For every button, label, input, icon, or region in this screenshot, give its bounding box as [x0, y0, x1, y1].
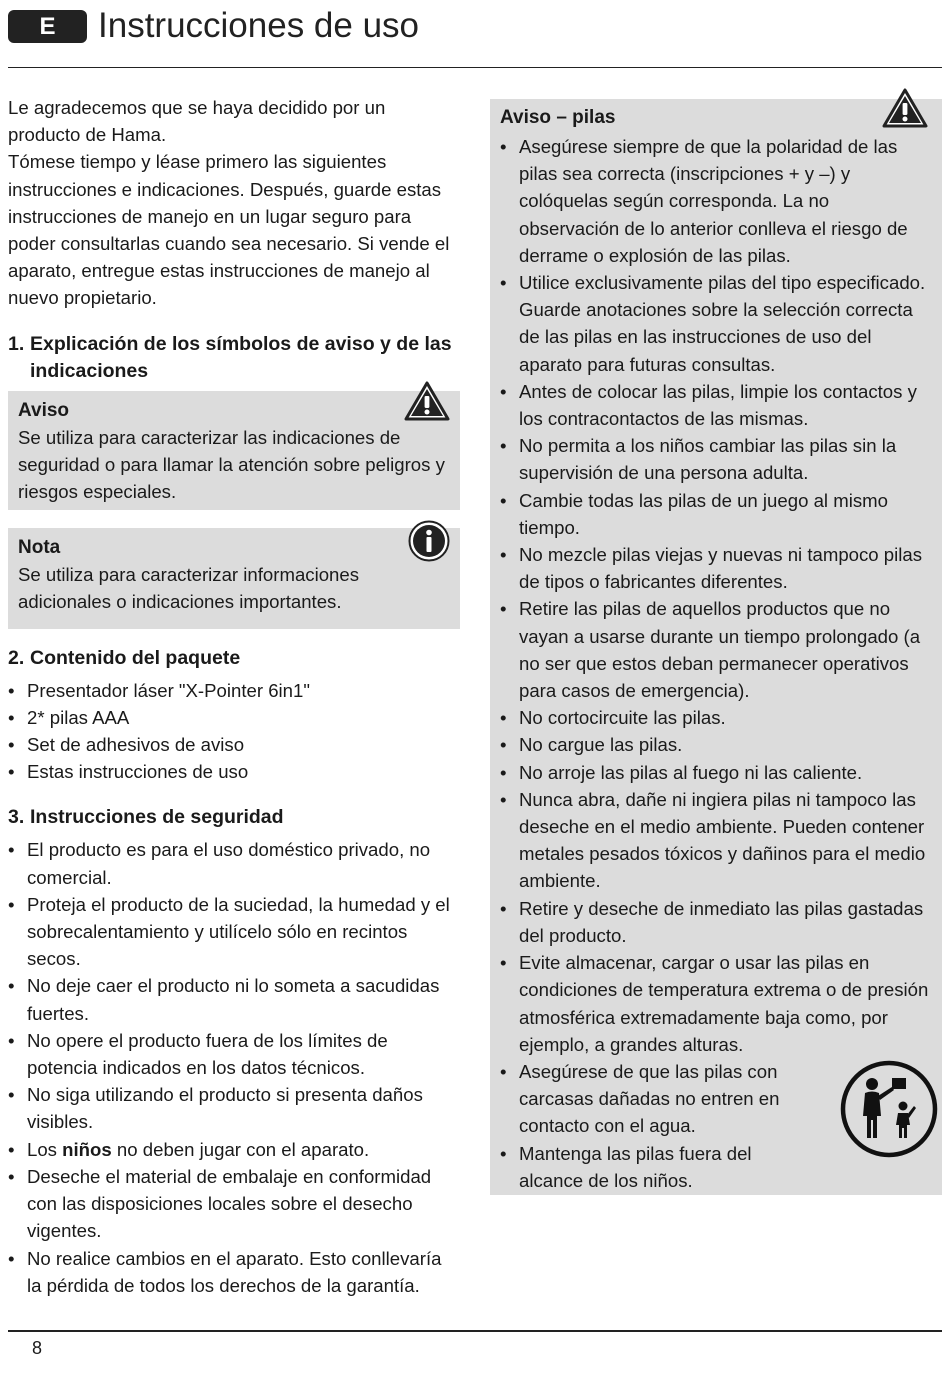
list-item: • Cambie todas las pilas de un juego al mismo tiempo.	[500, 487, 932, 541]
note-box-title: Nota	[18, 537, 61, 559]
safety-list	[8, 836, 460, 1298]
list-item: • Presentador láser "X-Pointer 6in1"	[8, 677, 460, 704]
list-item: • No mezcle pilas viejas y nuevas ni tampoco pilas de tipos o fabricantes diferentes.	[500, 541, 932, 595]
keep-away-from-children-icon	[840, 1060, 938, 1165]
header-divider	[8, 67, 942, 68]
list-item: • Asegúrese de que las pilas con carcasas dañadas no entren en contacto con el agua.	[500, 1058, 800, 1140]
list-item: • No arroje las pilas al fuego ni las caliente.	[500, 759, 932, 786]
warning-box-title: Aviso	[18, 399, 70, 421]
section-symbols	[8, 331, 460, 629]
section-heading: 1. Explicación de los símbolos de aviso y de las indicaciones	[8, 332, 452, 382]
list-item: • No permita a los niños cambiar las pilas sin la supervisión de una persona adulta.	[500, 432, 932, 486]
battery-warning-box	[490, 99, 942, 1195]
list-item: • No opere el producto fuera de los límites de potencia indicados en los datos técnicos.	[8, 1027, 460, 1081]
list-item: • Retire las pilas de aquellos productos que no vayan a usarse durante un tiempo prolongado (a no ser que estos deban permanecer operativos para casos de emergencia).	[500, 595, 932, 704]
language-badge: E	[8, 10, 87, 43]
footer-divider	[8, 1330, 942, 1332]
list-item: • Mantenga las pilas fuera del alcance de los niños.	[500, 1140, 800, 1194]
list-item: • Utilice exclusivamente pilas del tipo especificado. Guarde anotaciones sobre la selección correcta de las pilas en las instrucciones de uso del aparato para futuras consultas.	[500, 269, 932, 378]
section-safety	[8, 804, 460, 1298]
list-item: • Antes de colocar las pilas, limpie los contactos y los contracontactos de las mismas.	[500, 378, 932, 432]
battery-warning-list	[500, 133, 932, 1058]
list-item: • Estas instrucciones de uso	[8, 758, 460, 785]
list-item: • No realice cambios en el aparato. Esto conllevaría la pérdida de todos los derechos de la garantía.	[8, 1245, 460, 1299]
list-item: • No deje caer el producto ni lo someta a sacudidas fuertes.	[8, 972, 460, 1026]
warning-box-text: Se utiliza para caracterizar las indicaciones de seguridad o para llamar la atención sobre peligros y riesgos especiales.	[18, 426, 445, 503]
warning-triangle-icon	[404, 381, 450, 428]
list-item: • Evite almacenar, cargar o usar las pilas en condiciones de temperatura extrema o de presión atmosférica extremadamente baja como, por ejemplo, a grandes alturas.	[500, 949, 932, 1058]
list-item: • Retire y deseche de inmediato las pilas gastadas del producto.	[500, 895, 932, 949]
section-heading: 3. Instrucciones de seguridad	[8, 806, 284, 829]
battery-warning-tail	[500, 1058, 932, 1194]
left-column	[8, 94, 460, 1299]
note-box	[8, 528, 460, 628]
list-item: • Deseche el material de embalaje en conformidad con las disposiciones locales sobre el desecho vigentes.	[8, 1163, 460, 1245]
list-item: • Asegúrese siempre de que la polaridad de las pilas sea correcta (inscripciones + y –) y colóquelas según corresponda. La no observación de lo anterior conlleva el riesgo de derrame o explosión de las pilas.	[500, 133, 932, 269]
page-number: 8	[32, 1338, 43, 1358]
warning-box	[8, 391, 460, 511]
note-box-text: Se utiliza para caracterizar informaciones adicionales o indicaciones importantes.	[18, 564, 360, 613]
list-item: • No cargue las pilas.	[500, 731, 932, 758]
warning-triangle-icon	[882, 88, 928, 135]
intro-instructions: Tómese tiempo y léase primero las siguientes instrucciones e indicaciones. Después, guarde estas instrucciones de manejo en un lugar seguro para poder consultarlas cuando sea necesario. Si vende el aparato, entregue estas instrucciones de manejo al nuevo propietario.	[8, 151, 450, 309]
list-item: • El producto es para el uso doméstico privado, no comercial.	[8, 836, 460, 890]
page-header	[8, 6, 942, 68]
list-item: • Set de adhesivos de aviso	[8, 731, 460, 758]
section-package	[8, 645, 460, 786]
info-circle-icon	[408, 520, 450, 569]
section-heading: 2. Contenido del paquete	[8, 646, 241, 669]
intro-thanks: Le agradecemos que se haya decidido por un producto de Hama.	[8, 97, 386, 146]
battery-warning-list-tail	[500, 1058, 800, 1194]
battery-warning-title: Aviso – pilas	[500, 107, 616, 128]
list-item: • Nunca abra, dañe ni ingiera pilas ni tampoco las deseche en el medio ambiente. Pueden contener metales pesados tóxicos y dañinos para el medio ambiente.	[500, 786, 932, 895]
list-item: • Los niños no deben jugar con el aparato.	[8, 1136, 460, 1163]
list-item: • No siga utilizando el producto si presenta daños visibles.	[8, 1081, 460, 1135]
list-item: • Proteja el producto de la suciedad, la humedad y el sobrecalentamiento y utilícelo sólo en recintos secos.	[8, 891, 460, 973]
list-item: • 2* pilas AAA	[8, 704, 460, 731]
package-list	[8, 677, 460, 786]
list-item: • No cortocircuite las pilas.	[500, 704, 932, 731]
page-title: Instrucciones de uso	[98, 6, 420, 45]
